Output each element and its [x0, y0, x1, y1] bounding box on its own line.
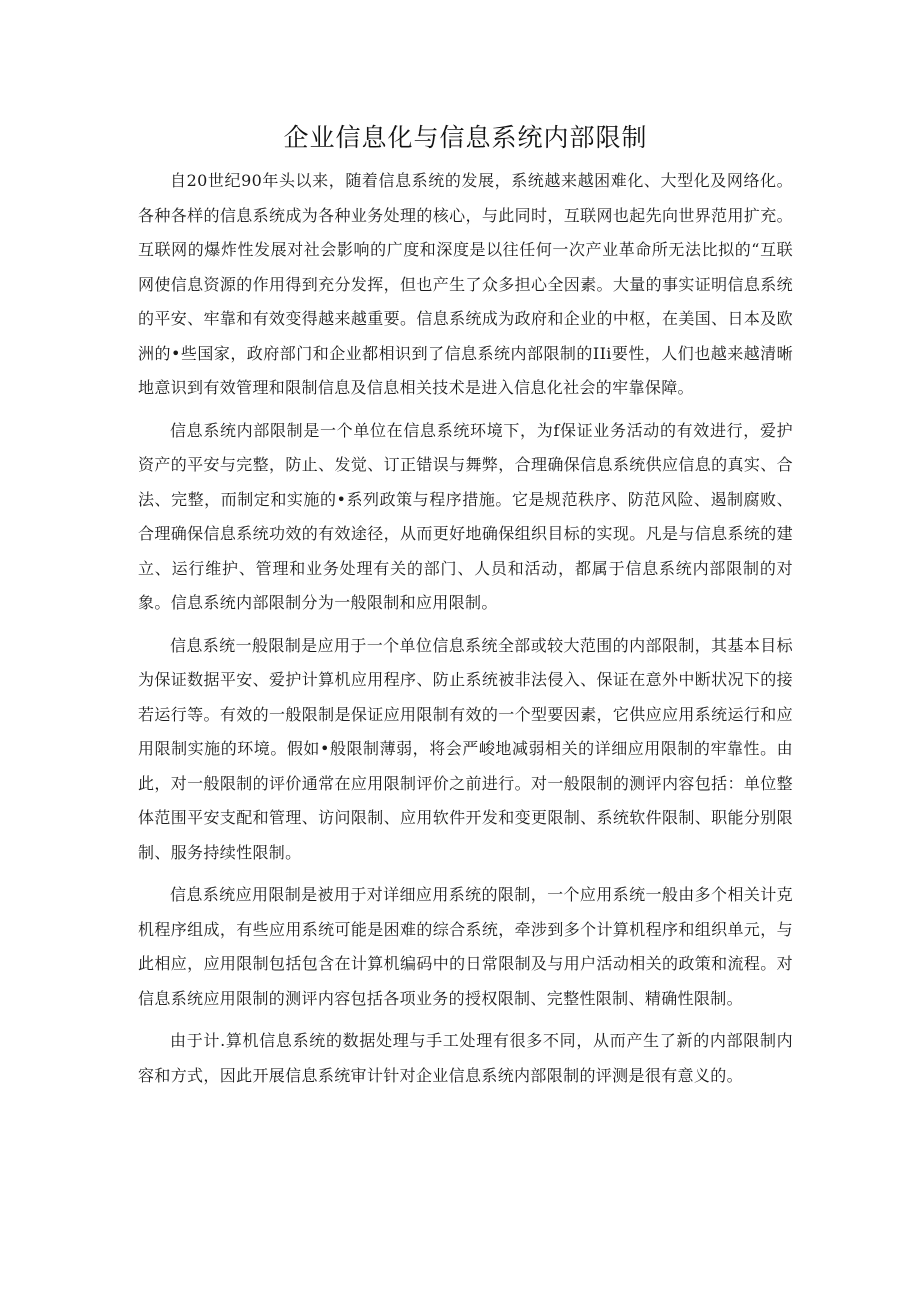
paragraph-5: 由于计.算机信息系统的数据处理与手工处理有很多不同，从而产生了新的内部限制内容和方式，因此开展信息系统审计针对企业信息系统内部限制的评测是很有意义的。	[138, 1031, 793, 1085]
paragraph-2: 信息系统内部限制是一个单位在信息系统环境下，为f保证业务活动的有效进行，爱护资产的平安与完整，防止、发觉、订正错误与舞弊，合理确保信息系统供应信息的真实、合法、完整，而制定和实施的•系列政策与程序措施。它是规范秩序、防范风险、遏制腐败、合理确保信息系统功效的有效途径，从而更好地确保组织目标的实现。凡是与信息系统的建立、运行维护、管理和业务处理有关的部门、人员和活动，都属于信息系统内部限制的对象。信息系统内部限制分为一般限制和应用限制。	[138, 420, 793, 612]
document-body	[138, 118, 793, 1101]
paragraph-1: 自20世纪90年头以来，随着信息系统的发展，系统越来越困难化、大型化及网络化。各种各样的信息系统成为各种业务处理的核心，与此同时，互联网也起先向世界范用扩充。互联网的爆炸性发展对社会影响的广度和深度是以往任何一次产业革命所无法比拟的“互联网使信息资源的作用得到充分发挥，但也产生了众多担心全因素。大量的事实证明信息系统的平安、牢靠和有效变得越来越重要。信息系统成为政府和企业的中枢，在美国、日本及欧洲的•些国家，政府部门和企业都相识到了信息系统内部限制的IIi要性，人们也越来越清晰地意识到有效管理和限制信息及信息相关技术是进入信息化社会的牢靠保障。	[138, 171, 793, 397]
document-title: 企业信息化与信息系统内部限制	[283, 123, 648, 152]
paragraph-4: 信息系统应用限制是被用于对详细应用系统的限制，一个应用系统一般由多个相关计克机程序组成，有些应用系统可能是困难的综合系统，牵涉到多个计算机程序和组织单元，与此相应，应用限制包括包含在计算机编码中的日常限制及与用户活动相关的政策和流程。对信息系统应用限制的测评内容包括各项业务的授权限制、完整性限制、精确性限制。	[138, 885, 793, 1008]
paragraph-3: 信息系统一般限制是应用于一个单位信息系统全部或较大范围的内部限制，其基本目标为保证数据平安、爱护计算机应用程序、防止系统被非法侵入、保证在意外中断状况下的接若运行等。有效的一般限制是保证应用限制有效的一个型要因素，它供应应用系统运行和应用限制实施的环境。假如•般限制薄弱，将会严峻地减弱相关的详细应用限制的牢靠性。由此，对一般限制的评价通常在应用限制评价之前进行。对一般限制的测评内容包括：单位整体范围平安支配和管理、访问限制、应用软件开发和变更限制、系统软件限制、职能分别限制、服务持续性限制。	[138, 635, 793, 862]
